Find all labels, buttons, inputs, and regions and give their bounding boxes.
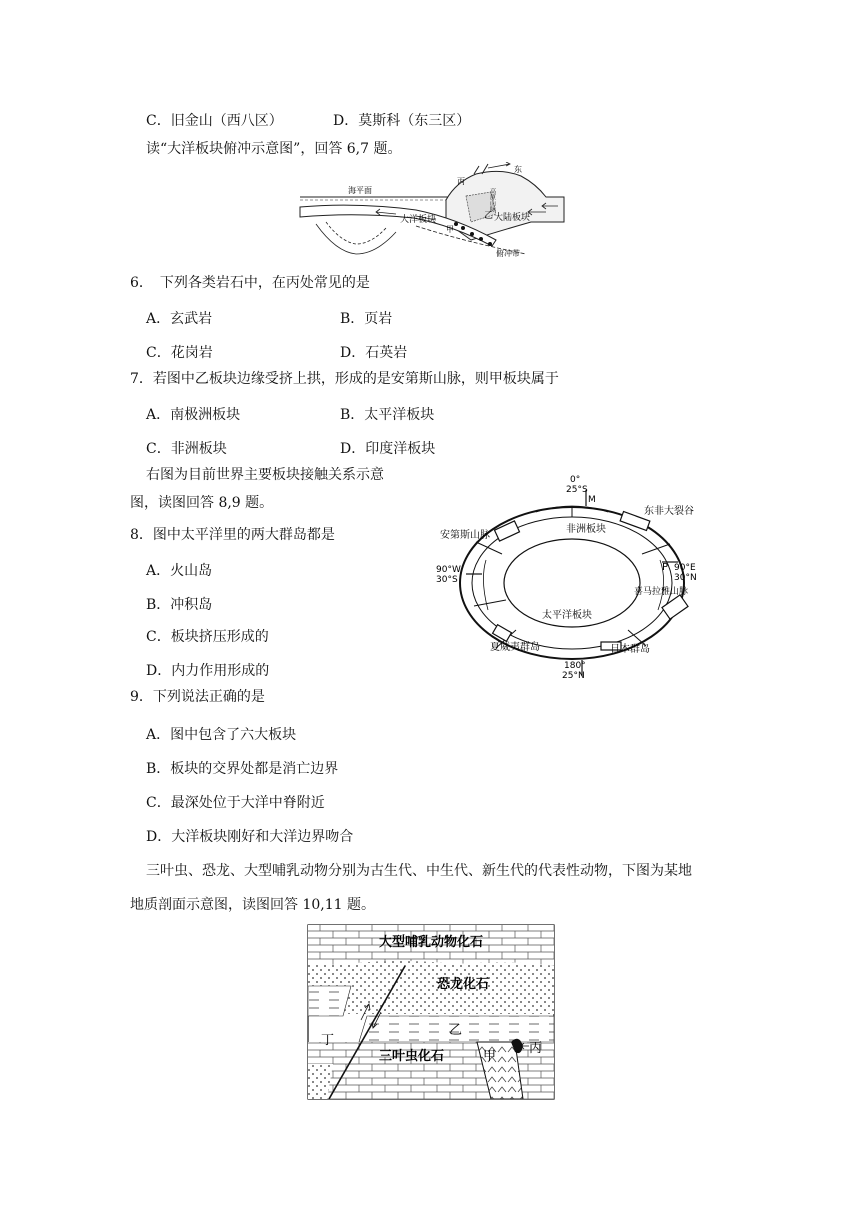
- sea-level-label: 海平面: [348, 186, 372, 195]
- hawaii-label: 夏威夷群岛: [490, 642, 540, 653]
- q8-option-c: C．板块挤压形成的: [146, 629, 269, 645]
- top-coord-2: 25°S: [566, 485, 588, 495]
- mammal-fossil-label: 大型哺乳动物化石: [379, 935, 484, 950]
- left-coord-2: 30°S: [436, 575, 458, 585]
- africa-plate-label: 非洲板块: [566, 524, 606, 535]
- bing-body-label: 丙: [529, 1041, 543, 1056]
- q8-option-a: A．火山岛: [146, 563, 213, 579]
- q7-option-a: A．南极洲板块: [146, 407, 241, 423]
- bing-label: 丙: [457, 177, 465, 186]
- east-label: 东: [514, 165, 522, 174]
- yi-label: 乙: [484, 211, 494, 221]
- continental-plate-label: 大陆板块: [494, 213, 531, 223]
- q9-option-a: A．图中包含了六大板块: [146, 727, 297, 743]
- top-coord-1: 0°: [570, 475, 581, 485]
- q6-option-a: A．玄武岩: [146, 311, 213, 327]
- bottom-coord-2: 25°N: [562, 671, 585, 680]
- andes-label: 安第斯山脉: [440, 530, 490, 541]
- intro-q6-7: 读“大洋板块俯冲示意图”，回答 6,7 题。: [146, 141, 402, 157]
- jia-intrusion-label: 甲: [483, 1049, 497, 1064]
- ding-label: 丁: [321, 1033, 335, 1048]
- intro-q10-11-line2: 地质剖面示意图，读图回答 10,11 题。: [130, 897, 375, 913]
- q8-stem: 8．图中太平洋里的两大群岛都是: [130, 527, 335, 543]
- q9-option-c: C．最深处位于大洋中脊附近: [146, 795, 325, 811]
- bottom-coord-1: 180°: [564, 661, 586, 671]
- yi-layer-label: 乙: [449, 1023, 463, 1038]
- intro-q8-9-line2: 图，读图回答 8,9 题。: [130, 495, 274, 511]
- m-label: M: [588, 495, 596, 505]
- q7-option-b: B．太平洋板块: [340, 407, 435, 423]
- q5-option-d: D．莫斯科（东三区）: [333, 113, 471, 129]
- mountain-label: 高原山脉: [488, 188, 496, 212]
- p-label: P: [662, 562, 669, 573]
- rift-label: 东非大裂谷: [644, 506, 694, 517]
- q6-option-b: B．页岩: [340, 311, 393, 327]
- q9-option-d: D．大洋板块刚好和大洋边界吻合: [146, 829, 354, 845]
- trilobite-fossil-label: 三叶虫化石: [379, 1049, 445, 1064]
- plate-ring-diagram: [436, 470, 712, 680]
- japan-label: 日本群岛: [610, 644, 650, 655]
- right-coord-1: 90°E: [674, 563, 696, 573]
- left-coord-1: 90°W: [436, 565, 461, 575]
- dinosaur-fossil-label: 恐龙化石: [437, 977, 490, 992]
- q8-option-d: D．内力作用形成的: [146, 663, 270, 679]
- q9-stem: 9．下列说法正确的是: [130, 689, 265, 705]
- jia-label: 甲: [446, 225, 454, 234]
- intro-q8-9-line1: 右图为目前世界主要板块接触关系示意: [146, 467, 384, 483]
- q9-option-b: B．板块的交界处都是消亡边界: [146, 761, 339, 777]
- subduction-diagram: [296, 162, 568, 260]
- right-coord-2: 30°N: [674, 573, 697, 583]
- q7-stem: 7．若图中乙板块边缘受挤上拱，形成的是安第斯山脉，则甲板块属于: [130, 371, 559, 387]
- pacific-plate-label: 太平洋板块: [542, 610, 592, 621]
- geologic-section-diagram: [307, 924, 555, 1100]
- q6-option-c: C．花岗岩: [146, 345, 213, 361]
- q6-option-d: D．石英岩: [340, 345, 408, 361]
- q7-option-d: D．印度洋板块: [340, 441, 436, 457]
- himalaya-label: 喜马拉雅山脉: [634, 587, 689, 597]
- subduction-zone-label: 俯冲带: [496, 249, 520, 258]
- q5-option-c: C．旧金山（西八区）: [146, 113, 283, 129]
- q8-option-b: B．冲积岛: [146, 597, 213, 613]
- oceanic-plate-label: 大洋板块: [400, 215, 437, 225]
- q6-stem: 6． 下列各类岩石中，在丙处常见的是: [130, 275, 370, 291]
- intro-q10-11-line1: 三叶虫、恐龙、大型哺乳动物分别为古生代、中生代、新生代的代表性动物，下图为某地: [146, 863, 692, 879]
- q7-option-c: C．非洲板块: [146, 441, 227, 457]
